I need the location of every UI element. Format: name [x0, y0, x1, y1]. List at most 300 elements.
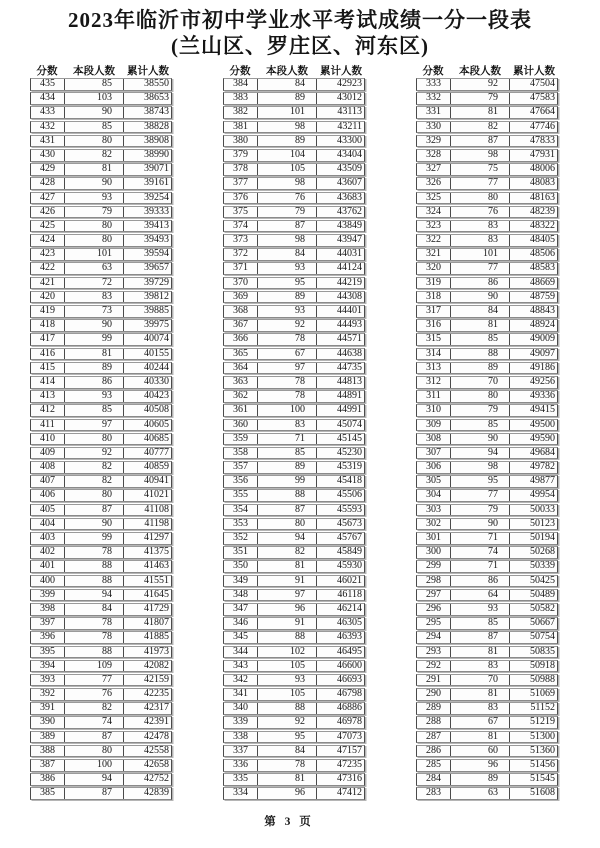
- table-row: [30, 121, 172, 134]
- score-cell: 323: [426, 219, 441, 231]
- cumulative-cell: 45418: [316, 476, 364, 487]
- table-row: [416, 248, 558, 261]
- cumulative-cell: 44571: [316, 334, 364, 345]
- count-cell: 70: [450, 377, 509, 388]
- score-cell: 329: [426, 134, 441, 146]
- score-cell: 327: [426, 163, 441, 175]
- score-cell: 396: [40, 631, 55, 643]
- count-cell: 87: [450, 632, 509, 643]
- cumulative-cell: 46693: [316, 675, 364, 686]
- cumulative-cell: 39071: [123, 164, 171, 175]
- table-row: [30, 220, 172, 233]
- table-row: [416, 702, 558, 715]
- count-cell: 81: [450, 320, 509, 331]
- table-row: [30, 305, 172, 318]
- table-row: [223, 376, 365, 389]
- score-cell: 369: [233, 290, 248, 302]
- count-cell: 83: [257, 420, 316, 431]
- table-row: [30, 660, 172, 673]
- cumulative-cell: 46798: [316, 689, 364, 700]
- count-cell: 88: [257, 490, 316, 501]
- table-row: [223, 135, 365, 148]
- score-cell: 283: [426, 787, 441, 799]
- score-cell: 414: [40, 375, 55, 387]
- score-cell: 363: [233, 375, 248, 387]
- table-row: [223, 447, 365, 460]
- count-cell: 78: [257, 760, 316, 771]
- table-row: [30, 731, 172, 744]
- score-cell: 365: [233, 347, 248, 359]
- cumulative-cell: 50835: [509, 647, 557, 658]
- count-cell: 81: [64, 349, 123, 360]
- table-row: [30, 390, 172, 403]
- cumulative-cell: 38550: [123, 79, 171, 90]
- cumulative-cell: 39885: [123, 306, 171, 317]
- score-cell: 310: [426, 404, 441, 416]
- count-cell: 101: [257, 107, 316, 118]
- table-row: [416, 390, 558, 403]
- count-cell: 87: [64, 788, 123, 799]
- table-row: [30, 532, 172, 545]
- table-row: [223, 674, 365, 687]
- count-cell: 97: [257, 590, 316, 601]
- count-cell: 96: [450, 760, 509, 771]
- cumulative-cell: 40859: [123, 462, 171, 473]
- score-cell: 415: [40, 361, 55, 373]
- score-cell: 424: [40, 234, 55, 246]
- cumulative-cell: 39254: [123, 193, 171, 204]
- score-cell: 302: [426, 517, 441, 529]
- cumulative-cell: 41729: [123, 604, 171, 615]
- count-cell: 80: [257, 519, 316, 530]
- score-cell: 335: [233, 773, 248, 785]
- score-cell: 344: [233, 645, 248, 657]
- cumulative-cell: 42317: [123, 703, 171, 714]
- count-cell: 92: [257, 717, 316, 728]
- table-row: [223, 277, 365, 290]
- cumulative-cell: 49256: [509, 377, 557, 388]
- score-cell: 312: [426, 375, 441, 387]
- score-cell: 342: [233, 673, 248, 685]
- cumulative-cell: 41807: [123, 618, 171, 629]
- score-cell: 349: [233, 574, 248, 586]
- table-row: [416, 376, 558, 389]
- cumulative-cell: 49782: [509, 462, 557, 473]
- cumulative-cell: 49415: [509, 405, 557, 416]
- table-row: [223, 192, 365, 205]
- count-cell: 97: [64, 420, 123, 431]
- cumulative-cell: 45673: [316, 519, 364, 530]
- count-cell: 94: [257, 533, 316, 544]
- cumulative-cell: 44991: [316, 405, 364, 416]
- count-cell: 73: [64, 306, 123, 317]
- cumulative-cell: 39657: [123, 263, 171, 274]
- count-cell: 72: [64, 278, 123, 289]
- count-cell: 99: [257, 476, 316, 487]
- table-header: [416, 64, 558, 76]
- table-row: [416, 333, 558, 346]
- score-tables-area: [0, 59, 600, 802]
- cumulative-cell: 41297: [123, 533, 171, 544]
- cumulative-cell: 40155: [123, 349, 171, 360]
- count-cell: 98: [257, 178, 316, 189]
- cumulative-cell: 48759: [509, 292, 557, 303]
- table-row: [416, 149, 558, 162]
- count-cell: 78: [64, 632, 123, 643]
- cumulative-cell: 38990: [123, 150, 171, 161]
- count-cell: 93: [257, 306, 316, 317]
- cumulative-cell: 50033: [509, 505, 557, 516]
- count-cell: 83: [450, 703, 509, 714]
- table-row: [416, 688, 558, 701]
- score-cell: 353: [233, 517, 248, 529]
- count-cell: 95: [450, 476, 509, 487]
- count-cell: 74: [64, 717, 123, 728]
- table-row: [30, 461, 172, 474]
- cumulative-cell: 46214: [316, 604, 364, 615]
- count-cell: 99: [64, 334, 123, 345]
- count-cell: 92: [64, 448, 123, 459]
- count-cell: 71: [257, 434, 316, 445]
- table-header: [30, 64, 172, 76]
- count-cell: 99: [64, 533, 123, 544]
- table-row: [30, 206, 172, 219]
- count-cell: 81: [257, 561, 316, 572]
- score-cell: 298: [426, 574, 441, 586]
- table-row: [416, 631, 558, 644]
- score-cell: 297: [426, 588, 441, 600]
- score-cell: 417: [40, 333, 55, 345]
- count-cell: 80: [64, 235, 123, 246]
- score-cell: 291: [426, 673, 441, 685]
- score-cell: 321: [426, 248, 441, 260]
- count-cell: 60: [450, 746, 509, 757]
- count-cell: 79: [257, 207, 316, 218]
- column-header-count: 本段人数: [266, 65, 308, 77]
- column-header-cumulative: 累计人数: [513, 65, 555, 77]
- count-cell: 89: [257, 292, 316, 303]
- table-row: [223, 603, 365, 616]
- count-cell: 77: [450, 263, 509, 274]
- count-cell: 85: [257, 448, 316, 459]
- count-cell: 85: [450, 334, 509, 345]
- count-cell: 63: [64, 263, 123, 274]
- table-row: [416, 419, 558, 432]
- table-row: [416, 518, 558, 531]
- score-cell: 293: [426, 645, 441, 657]
- column-header-score: 分数: [229, 65, 251, 77]
- count-cell: 101: [64, 249, 123, 260]
- table-row: [30, 617, 172, 630]
- cumulative-cell: 47931: [509, 150, 557, 161]
- count-cell: 91: [257, 618, 316, 629]
- count-cell: 93: [64, 391, 123, 402]
- count-cell: 87: [257, 505, 316, 516]
- table-row: [416, 603, 558, 616]
- cumulative-cell: 50988: [509, 675, 557, 686]
- table-row: [223, 461, 365, 474]
- score-cell: 410: [40, 432, 55, 444]
- score-cell: 401: [40, 560, 55, 572]
- table-row: [30, 745, 172, 758]
- score-cell: 357: [233, 461, 248, 473]
- score-cell: 400: [40, 574, 55, 586]
- table-row: [223, 121, 365, 134]
- table-row: [416, 773, 558, 786]
- count-cell: 105: [257, 689, 316, 700]
- table-row: [223, 731, 365, 744]
- count-cell: 93: [64, 193, 123, 204]
- score-cell: 358: [233, 446, 248, 458]
- count-cell: 64: [450, 590, 509, 601]
- table-row: [416, 106, 558, 119]
- cumulative-cell: 41645: [123, 590, 171, 601]
- cumulative-cell: 43404: [316, 150, 364, 161]
- cumulative-cell: 50918: [509, 661, 557, 672]
- score-cell: 354: [233, 503, 248, 515]
- table-row: [416, 206, 558, 219]
- count-cell: 82: [450, 122, 509, 133]
- score-cell: 361: [233, 404, 248, 416]
- table-row: [416, 404, 558, 417]
- count-cell: 84: [257, 249, 316, 260]
- column-header-score: 分数: [36, 65, 58, 77]
- table-row: [30, 291, 172, 304]
- count-cell: 83: [64, 292, 123, 303]
- score-cell: 355: [233, 489, 248, 501]
- cumulative-cell: 51069: [509, 689, 557, 700]
- score-cell: 326: [426, 177, 441, 189]
- score-cell: 425: [40, 219, 55, 231]
- cumulative-cell: 39812: [123, 292, 171, 303]
- table-row: [223, 333, 365, 346]
- table-row: [223, 206, 365, 219]
- table-row: [416, 319, 558, 332]
- count-cell: 89: [257, 93, 316, 104]
- cumulative-cell: 46305: [316, 618, 364, 629]
- table-row: [223, 646, 365, 659]
- table-row: [30, 192, 172, 205]
- score-cell: 319: [426, 276, 441, 288]
- count-cell: 87: [450, 136, 509, 147]
- cumulative-cell: 38908: [123, 136, 171, 147]
- score-cell: 305: [426, 475, 441, 487]
- table-row: [30, 248, 172, 261]
- cumulative-cell: 40777: [123, 448, 171, 459]
- page-subtitle: (兰山区、罗庄区、河东区): [171, 34, 429, 58]
- score-cell: 345: [233, 631, 248, 643]
- score-cell: 346: [233, 617, 248, 629]
- table-row: [416, 745, 558, 758]
- cumulative-cell: 40941: [123, 476, 171, 487]
- count-cell: 67: [450, 717, 509, 728]
- table-row: [416, 575, 558, 588]
- count-cell: 74: [450, 547, 509, 558]
- score-cell: 385: [40, 787, 55, 799]
- count-cell: 80: [64, 490, 123, 501]
- table-row: [30, 277, 172, 290]
- cumulative-cell: 51300: [509, 732, 557, 743]
- count-cell: 95: [257, 732, 316, 743]
- table-row: [416, 461, 558, 474]
- cumulative-cell: 48583: [509, 263, 557, 274]
- score-cell: 336: [233, 759, 248, 770]
- cumulative-cell: 48506: [509, 249, 557, 260]
- count-cell: 84: [257, 746, 316, 757]
- count-cell: 76: [257, 193, 316, 204]
- score-cell: 337: [233, 744, 248, 756]
- score-cell: 395: [40, 645, 55, 657]
- count-cell: 88: [257, 632, 316, 643]
- table-row: [416, 121, 558, 134]
- table-row: [30, 319, 172, 332]
- table-row: [416, 617, 558, 630]
- cumulative-cell: 49009: [509, 334, 557, 345]
- score-cell: 367: [233, 319, 248, 331]
- count-cell: 75: [450, 164, 509, 175]
- table-row: [30, 787, 172, 800]
- score-table-1: [30, 64, 172, 802]
- table-body: [30, 78, 172, 800]
- count-cell: 89: [257, 462, 316, 473]
- score-cell: 404: [40, 517, 55, 529]
- cumulative-cell: 51152: [509, 703, 557, 714]
- cumulative-cell: 48163: [509, 193, 557, 204]
- count-cell: 81: [450, 107, 509, 118]
- score-cell: 372: [233, 248, 248, 260]
- table-row: [223, 177, 365, 190]
- score-cell: 360: [233, 418, 248, 430]
- cumulative-cell: 47235: [316, 760, 364, 771]
- count-cell: 84: [257, 79, 316, 90]
- count-cell: 89: [64, 363, 123, 374]
- column-header-count: 本段人数: [459, 65, 501, 77]
- cumulative-cell: 40685: [123, 434, 171, 445]
- table-row: [30, 163, 172, 176]
- table-row: [223, 78, 365, 91]
- score-cell: 364: [233, 361, 248, 373]
- cumulative-cell: 45506: [316, 490, 364, 501]
- score-cell: 376: [233, 191, 248, 203]
- score-cell: 411: [40, 418, 55, 430]
- score-cell: 350: [233, 560, 248, 572]
- column-header-count: 本段人数: [73, 65, 115, 77]
- count-cell: 78: [64, 547, 123, 558]
- table-row: [223, 92, 365, 105]
- table-row: [30, 106, 172, 119]
- table-row: [416, 674, 558, 687]
- cumulative-cell: 40508: [123, 405, 171, 416]
- cumulative-cell: 41463: [123, 561, 171, 572]
- table-row: [223, 589, 365, 602]
- score-cell: 306: [426, 461, 441, 473]
- table-row: [30, 603, 172, 616]
- table-row: [223, 305, 365, 318]
- table-body: [223, 78, 365, 800]
- count-cell: 90: [450, 434, 509, 445]
- score-cell: 317: [426, 305, 441, 316]
- score-cell: 322: [426, 234, 441, 246]
- score-cell: 408: [40, 461, 55, 473]
- table-row: [416, 234, 558, 247]
- table-row: [416, 78, 558, 91]
- table-row: [416, 262, 558, 275]
- count-cell: 80: [64, 136, 123, 147]
- cumulative-cell: 42658: [123, 760, 171, 771]
- score-cell: 347: [233, 602, 248, 614]
- score-cell: 407: [40, 475, 55, 487]
- score-cell: 420: [40, 290, 55, 302]
- cumulative-cell: 47157: [316, 746, 364, 757]
- count-cell: 83: [450, 221, 509, 232]
- table-row: [223, 631, 365, 644]
- score-cell: 386: [40, 773, 55, 785]
- cumulative-cell: 42082: [123, 661, 171, 672]
- count-cell: 97: [257, 363, 316, 374]
- table-row: [223, 404, 365, 417]
- table-row: [223, 291, 365, 304]
- count-cell: 88: [450, 349, 509, 360]
- count-cell: 86: [64, 377, 123, 388]
- score-cell: 418: [40, 319, 55, 331]
- cumulative-cell: 45230: [316, 448, 364, 459]
- cumulative-cell: 39413: [123, 221, 171, 232]
- cumulative-cell: 41973: [123, 647, 171, 658]
- cumulative-cell: 43211: [316, 122, 364, 133]
- count-cell: 92: [450, 79, 509, 90]
- count-cell: 90: [64, 519, 123, 530]
- table-row: [30, 262, 172, 275]
- score-cell: 373: [233, 234, 248, 246]
- count-cell: 81: [450, 647, 509, 658]
- score-cell: 381: [233, 120, 248, 132]
- score-cell: 313: [426, 361, 441, 373]
- cumulative-cell: 41198: [123, 519, 171, 530]
- table-row: [30, 773, 172, 786]
- score-cell: 423: [40, 248, 55, 260]
- cumulative-cell: 48083: [509, 178, 557, 189]
- table-row: [30, 475, 172, 488]
- column-header-cumulative: 累计人数: [127, 65, 169, 77]
- count-cell: 109: [64, 661, 123, 672]
- cumulative-cell: 49877: [509, 476, 557, 487]
- count-cell: 78: [257, 334, 316, 345]
- table-row: [223, 716, 365, 729]
- cumulative-cell: 50194: [509, 533, 557, 544]
- cumulative-cell: 39333: [123, 207, 171, 218]
- table-row: [223, 348, 365, 361]
- count-cell: 88: [64, 647, 123, 658]
- cumulative-cell: 42923: [316, 79, 364, 90]
- score-cell: 393: [40, 673, 55, 685]
- cumulative-cell: 41885: [123, 632, 171, 643]
- cumulative-cell: 47833: [509, 136, 557, 147]
- cumulative-cell: 44124: [316, 263, 364, 274]
- table-row: [416, 532, 558, 545]
- score-cell: 391: [40, 702, 55, 714]
- score-cell: 299: [426, 560, 441, 572]
- table-row: [416, 447, 558, 460]
- table-row: [30, 646, 172, 659]
- count-cell: 77: [64, 675, 123, 686]
- score-cell: 332: [426, 92, 441, 104]
- table-row: [30, 333, 172, 346]
- table-row: [30, 560, 172, 573]
- score-cell: 429: [40, 163, 55, 175]
- count-cell: 78: [64, 618, 123, 629]
- cumulative-cell: 45593: [316, 505, 364, 516]
- table-row: [223, 489, 365, 502]
